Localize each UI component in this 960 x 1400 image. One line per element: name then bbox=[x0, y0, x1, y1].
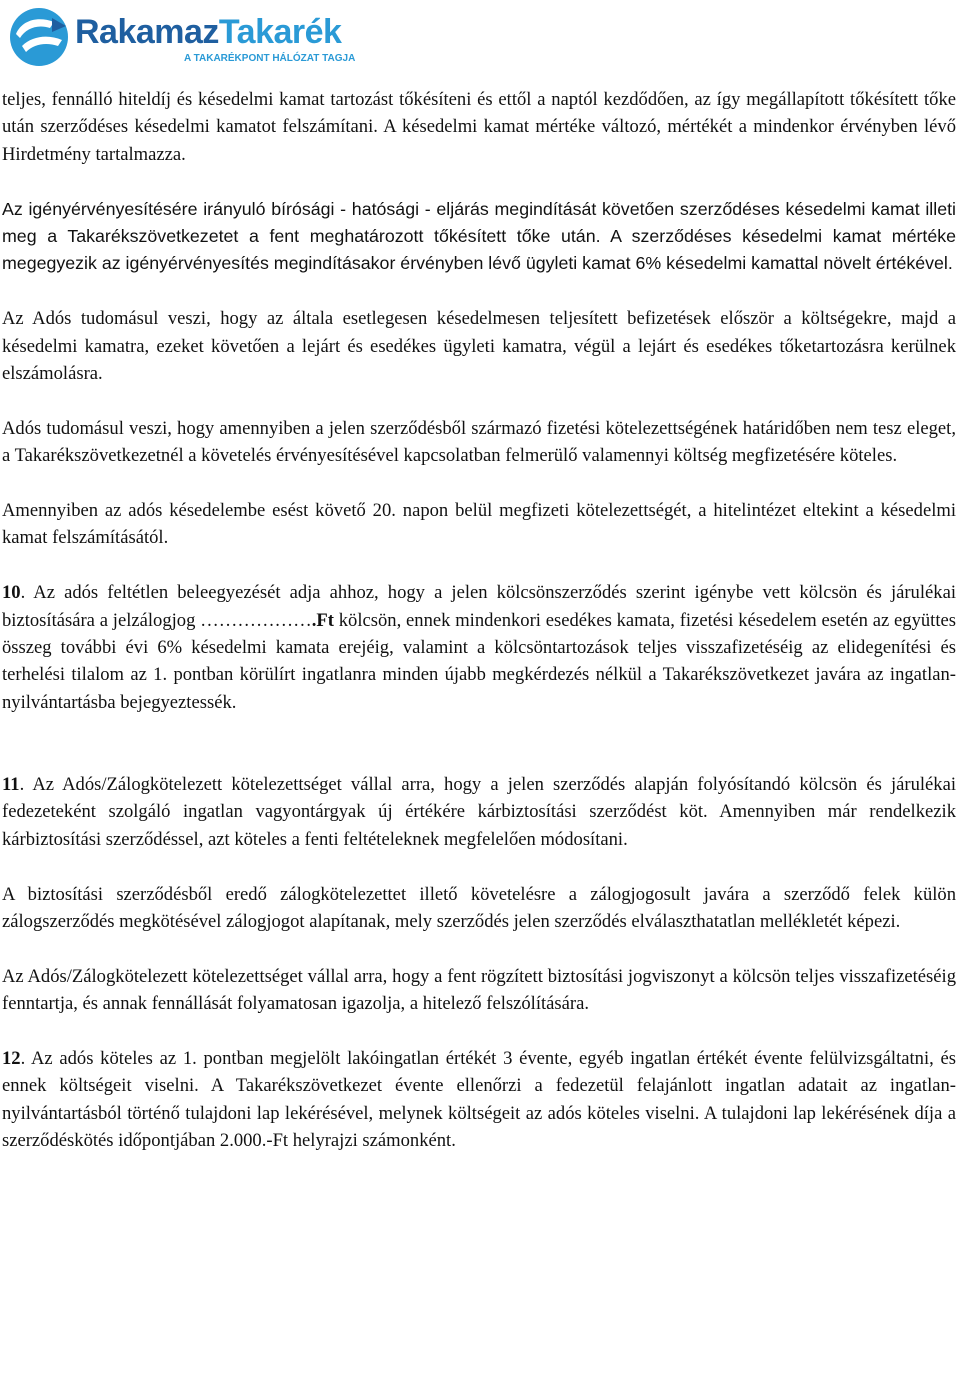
section-10-text-a: . Az adós feltétlen beleegyezését adja ahhoz, hogy a jelen kölcsönszerződés szerint igénybe vett kölcsön és járulékai biztosítására a jelzálogjog ……………… bbox=[2, 582, 956, 631]
rakamaz-takarek-logo bbox=[8, 6, 356, 68]
paragraph-20-nap: Amennyiben az adós késedelembe esést követő 20. napon belül megfizeti kötelezettségét, a hitelintézet eltekint a késedelmi kamat felszámításától. bbox=[2, 500, 956, 549]
section-10-ft: .Ft bbox=[311, 609, 334, 631]
document-body bbox=[2, 86, 956, 1182]
section-10 bbox=[2, 579, 956, 716]
paragraph-tokesites: teljes, fennálló hiteldíj és késedelmi kamat tartozást tőkésíteni és ettől a naptól kezdődően, az így megállapított tőkésített tőke után szerződéses késedelmi kamatot felszámítani. A késedelmi kamat mértéke változó, mértékét a mindenkor érvényben lévő Hirdetmény tartalmazza. bbox=[2, 89, 956, 165]
brand-name-part2: Takarék bbox=[218, 13, 342, 51]
section-11 bbox=[2, 771, 956, 853]
section-number: 11 bbox=[2, 774, 20, 796]
paragraph-koltsegek: Adós tudomásul veszi, hogy amennyiben a jelen szerződésből származó fizetési kötelezettségének határidőben nem tesz eleget, a Takarékszövetkezetnél a követelés érvényesítésével kapcsolatban felmerülő valamennyi költség megfizetésére köteles. bbox=[2, 417, 956, 467]
section-11-text: . Az Adós/Zálogkötelezett kötelezettséget vállal arra, hogy a jelen szerződés alapján folyósítandó kölcsön és járulékai fedezeteként szolgáló ingatlan vagyontárgyak új értékére kárbiztosítási szerződést köt. Amennyiben már rendelkezik kárbiztosítási szerződéssel, azt köteles a fenti feltételeknek megfelelően módosítani. bbox=[2, 774, 956, 850]
section-number: 12 bbox=[2, 1048, 21, 1070]
paragraph-jogviszony: Az Adós/Zálogkötelezett kötelezettséget vállal arra, hogy a fent rögzített biztosítási jogviszonyt a kölcsön teljes visszafizetéséig fenntartja, és annak fennállását folyamatosan igazolja, a hitelező felszólítására. bbox=[2, 965, 956, 1015]
section-12 bbox=[2, 1045, 956, 1155]
brand-tagline: A TAKARÉKPONT HÁLÓZAT TAGJA bbox=[184, 53, 356, 64]
paragraph-befizetesek: Az Adós tudomásul veszi, hogy az általa esetlegesen késedelmesen teljesített befizetések először a költségekre, majd a késedelmi kamatra, ezeket követően a lejárt és esedékes ügyleti kamatra, végül a lejárt és esedékes tőketartozásra kerülnek elszámolásra. bbox=[2, 308, 956, 385]
spacer bbox=[2, 744, 956, 771]
section-12-text: . Az adós köteles az 1. pontban megjelölt lakóingatlan értékét 3 évente, egyéb ingatlan értékét évente felülvizsgáltatni, és ennek költségeit viselni. A Takarékszövetkezet évente ellenőrzi a fedezetül felajánlott ingatlan adatait az ingatlan-nyilvántartásból történő tulajdoni lap lekérésével, melynek költségeit az adós köteles viselni. A tulajdoni lap lekérésének díja a szerződéskötés időpontjában 2.000.-Ft helyrajzi számonként. bbox=[2, 1048, 956, 1152]
paragraph-igenyervenyesites: Az igényérvényesítésére irányuló bírósági - hatósági - eljárás megindítását követően szerződéses késedelmi kamat illeti meg a Takarékszövetkezetet a fent meghatározott tőkésített tőke után. A szerződéses késedelmi kamat mértéke megegyezik az igényérvényesítés megindításakor érvényben lévő ügyleti kamat 6% késedelmi kamattal növelt értékével. bbox=[2, 198, 956, 274]
section-10-text-b: kölcsön, ennek mindenkori esedékes kamata, fizetési késedelem esetén az együttes összeg további évi 6% késedelmi kamata erejéig, valamint a kölcsöntartozások teljes visszafizetéséig az elidegenítési és terhelési tilalom az 1. pontban körülírt ingatlanra minden újabb megkérdezés nélkül a Takarékszövetkezet javára az ingatlan-nyilvántartásba bejegyeztessék. bbox=[2, 609, 956, 713]
brand-name-part1: Rakamaz bbox=[75, 13, 219, 51]
paragraph-zalogjog: A biztosítási szerződésből eredő zálogkötelezettet illető követelésre a zálogjogosult javára a szerződő felek külön zálogszerződés megkötésével zálogjogot alapítanak, mely szerződés jelen szerződés elválaszthatatlan mellékletét képezi. bbox=[2, 883, 956, 933]
brand-swirl-icon bbox=[8, 6, 72, 68]
brand-name bbox=[75, 12, 341, 52]
section-number: 10 bbox=[2, 582, 21, 604]
